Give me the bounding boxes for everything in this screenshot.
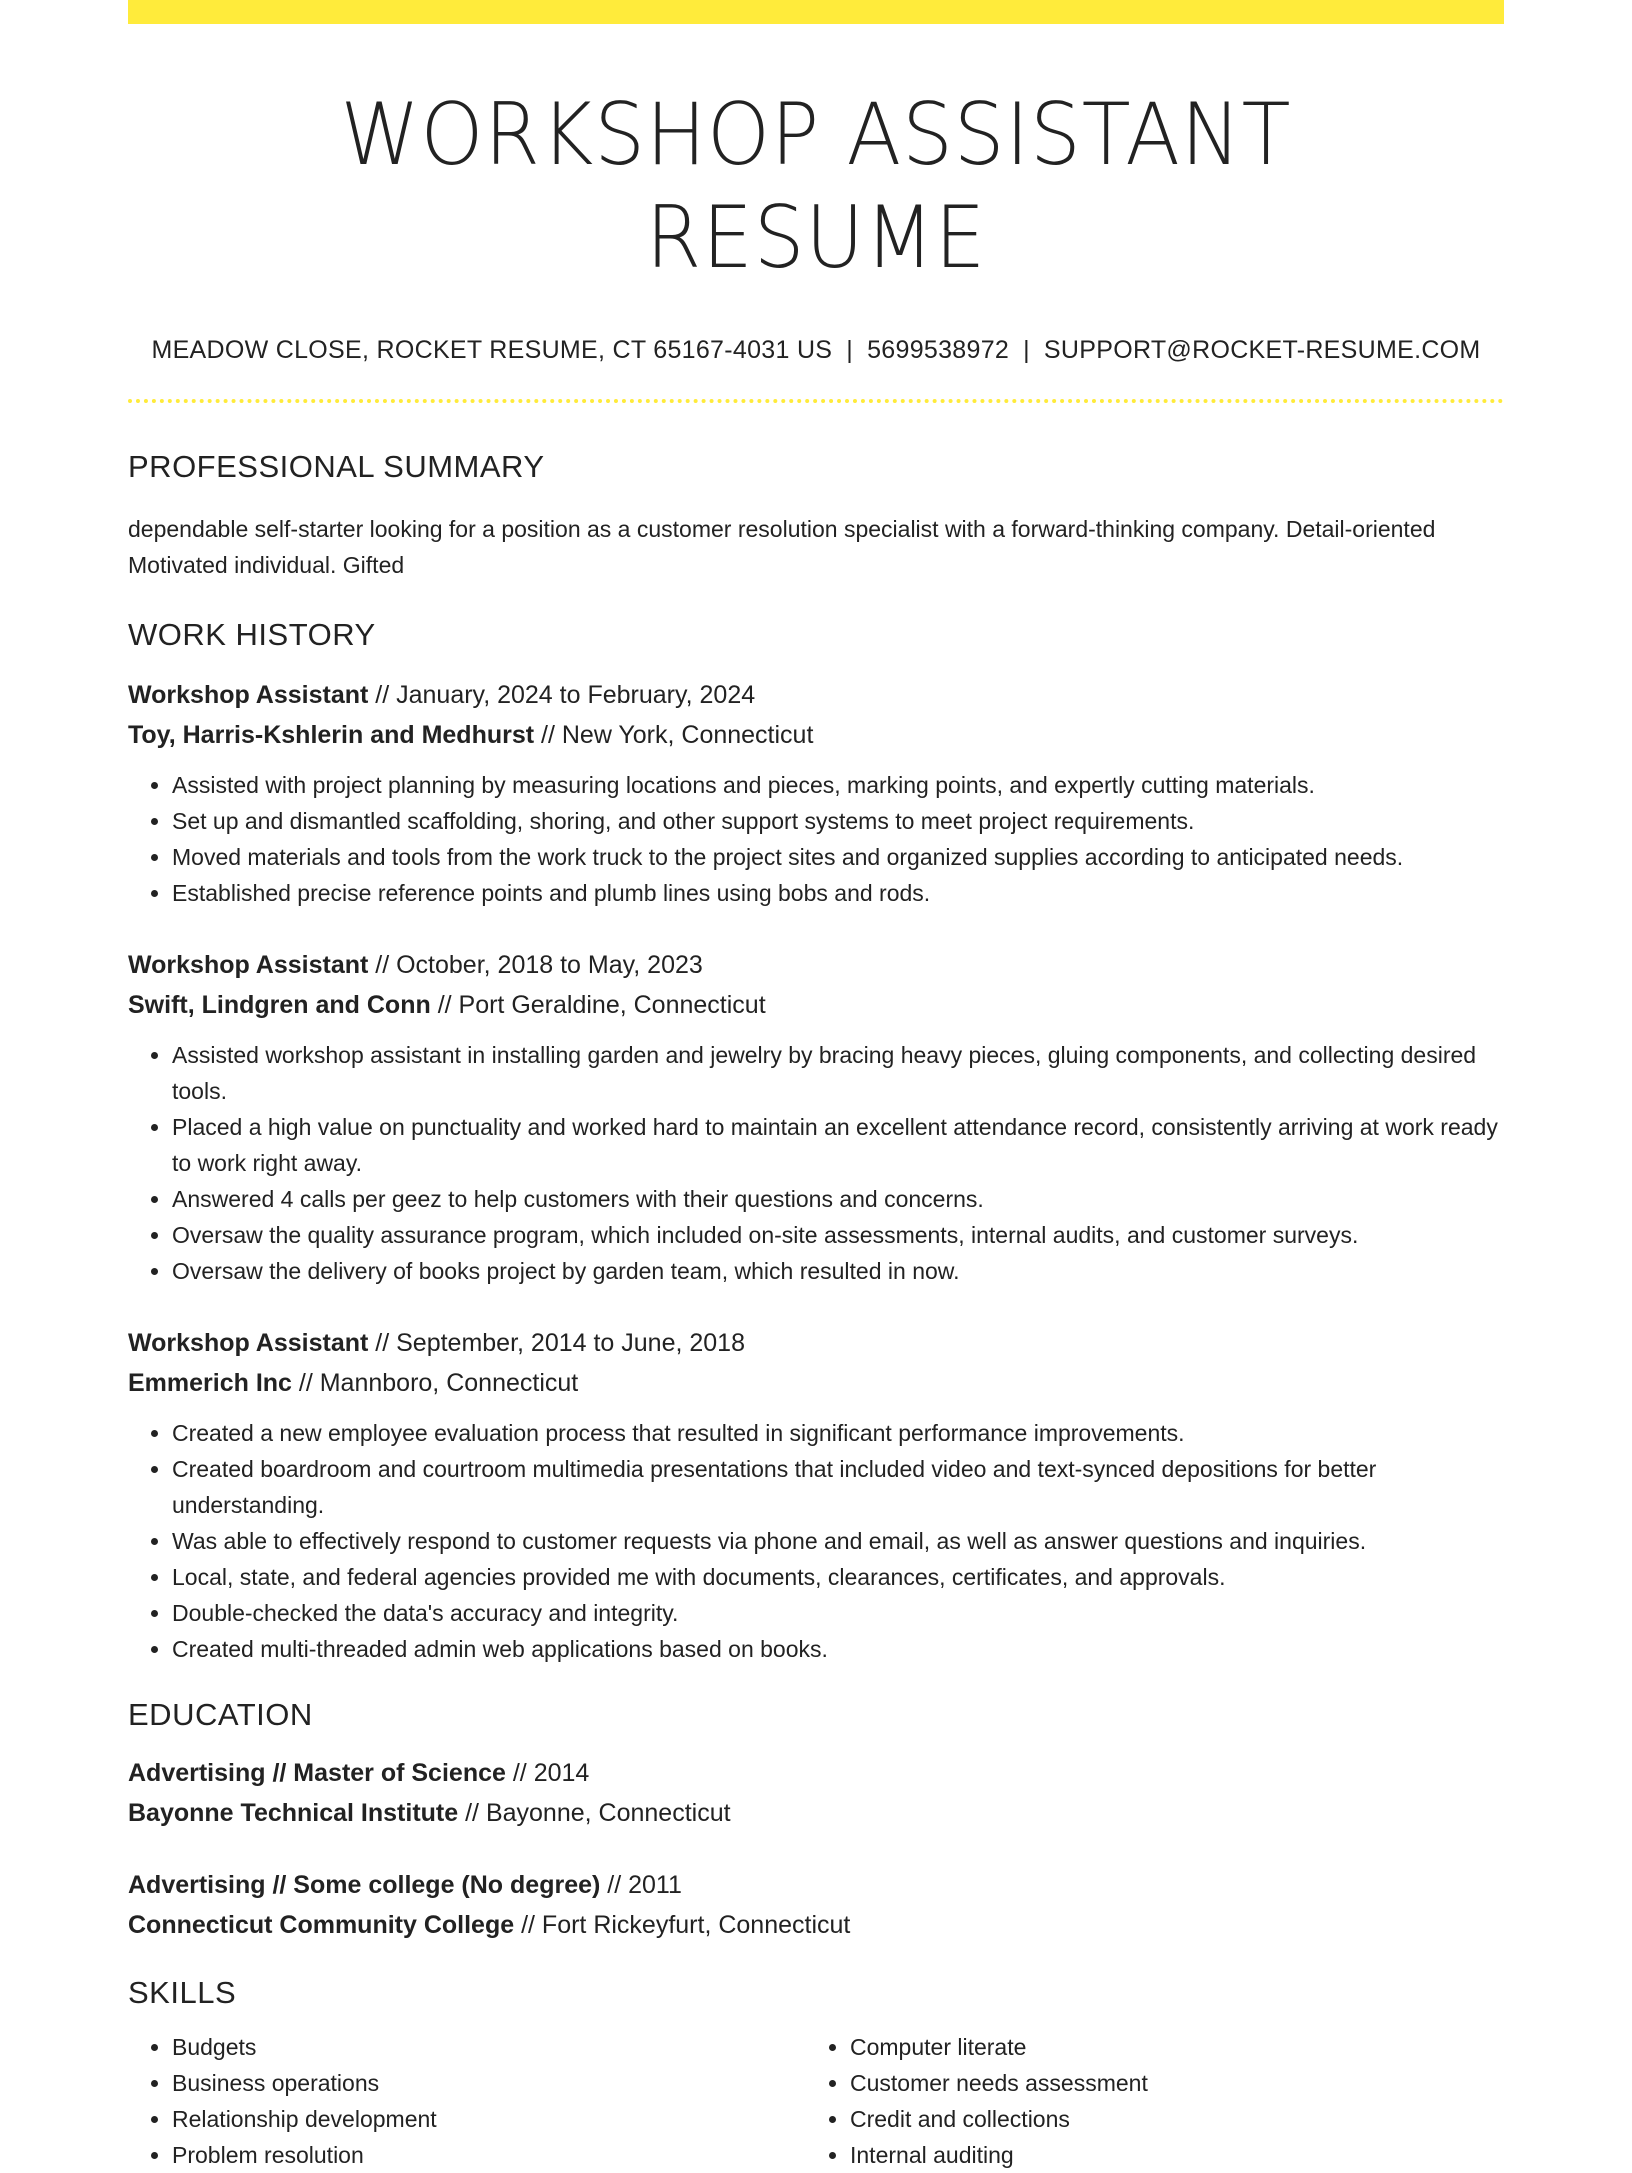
job-title-line [128,1323,1504,1363]
job-bullet: • Local, state, and federal agencies provided me with documents, clearances, certificates, and approvals. [172,1559,1504,1595]
top-accent-bar [128,0,1504,24]
job-company: Emmerich Inc [128,1369,292,1398]
job-dates: // September, 2014 to June, 2018 [368,1329,745,1358]
job-company-line [128,1363,1504,1403]
dotted-divider [128,399,1504,403]
job-entry [128,675,1504,911]
job-bullet: • Answered 4 calls per geez to help customers with their questions and concerns. [172,1181,1504,1217]
job-company: Swift, Lindgren and Conn [128,991,431,1020]
skill-item: • Internal auditing [850,2137,1484,2173]
skills-heading: SKILLS [128,1975,237,2011]
summary-text: dependable self-starter looking for a position as a customer resolution specialist with a forward-thinking company. Detail-oriented Motivated individual. Gifted [128,516,1436,579]
education-degree: Advertising // Some college (No degree) [128,1871,601,1900]
education-location: // Bayonne, Connecticut [458,1799,731,1828]
job-title-line [128,675,1504,715]
job-company: Toy, Harris-Kshlerin and Medhurst [128,721,535,750]
job-location: // Port Geraldine, Connecticut [430,991,766,1020]
job-title-line [128,945,1504,985]
skill-item: • Credit and collections [850,2101,1484,2137]
job-role: Workshop Assistant [128,681,369,710]
job-bullet: • Established precise reference points and plumb lines using bobs and rods. [172,875,1504,911]
education-year: // 2014 [505,1759,590,1788]
skill-item: • Customer needs assessment [850,2065,1484,2101]
education-degree-line [128,1865,1504,1905]
job-role: Workshop Assistant [128,1329,369,1358]
job-dates: // October, 2018 to May, 2023 [368,951,703,980]
job-entry [128,1323,1504,1667]
job-location: // New York, Connecticut [534,721,814,750]
job-bullet: • Created boardroom and courtroom multimedia presentations that included video and text-synced depositions for better understanding. [172,1451,1504,1523]
education-year: // 2011 [600,1871,682,1900]
skill-item: • Computer literate [850,2029,1484,2065]
education-school: Bayonne Technical Institute [128,1799,459,1828]
job-bullet: • Assisted workshop assistant in installing garden and jewelry by bracing heavy pieces, gluing components, and collecting desired tools. [172,1037,1504,1109]
contact-line [128,336,1504,365]
education-degree: Advertising // Master of Science [128,1759,506,1788]
job-bullets [128,1037,1504,1289]
skill-item: • Budgets [172,2029,806,2065]
skills-left-list [128,2029,806,2173]
job-bullet: • Created a new employee evaluation process that resulted in significant performance improvements. [172,1415,1504,1451]
skill-item: • Problem resolution [172,2137,806,2173]
resume-page [128,0,1504,2173]
resume-title: WORKSHOP ASSISTANT RESUME [340,85,1292,289]
job-dates: // January, 2024 to February, 2024 [368,681,756,710]
education-school-line [128,1793,1504,1833]
job-bullet: • Was able to effectively respond to customer requests via phone and email, as well as answer questions and inquiries. [172,1523,1504,1559]
education-heading: EDUCATION [128,1697,313,1733]
job-bullets [128,767,1504,911]
contact-separator: | [846,336,854,365]
education-degree-line [128,1753,1504,1793]
job-bullet: • Moved materials and tools from the work truck to the project sites and organized supplies according to anticipated needs. [172,839,1504,875]
education-school: Connecticut Community College [128,1911,515,1940]
job-location: // Mannboro, Connecticut [291,1369,579,1398]
job-bullet: • Oversaw the delivery of books project by garden team, which resulted in now. [172,1253,1504,1289]
contact-address: MEADOW CLOSE, ROCKET RESUME, CT 65167-4031 US [151,336,833,365]
skills-right-list [806,2029,1484,2173]
skills-columns [128,2029,1504,2173]
job-company-line [128,985,1504,1025]
work-history-heading: WORK HISTORY [128,617,376,653]
job-entry [128,945,1504,1289]
job-bullet: • Assisted with project planning by measuring locations and pieces, marking points, and expertly cutting materials. [172,767,1504,803]
job-bullets [128,1415,1504,1667]
job-bullet: • Oversaw the quality assurance program, which included on-site assessments, internal audits, and customer surveys. [172,1217,1504,1253]
education-entry [128,1865,1504,1945]
job-company-line [128,715,1504,755]
contact-email: SUPPORT@ROCKET-RESUME.COM [1043,336,1481,365]
education-school-line [128,1905,1504,1945]
education-location: // Fort Rickeyfurt, Connecticut [514,1911,851,1940]
job-bullet: • Created multi-threaded admin web applications based on books. [172,1631,1504,1667]
contact-phone: 5699538972 [867,336,1010,365]
skill-item: • Relationship development [172,2101,806,2137]
job-bullet: • Placed a high value on punctuality and worked hard to maintain an excellent attendance record, consistently arriving at work ready to work right away. [172,1109,1504,1181]
summary-heading: PROFESSIONAL SUMMARY [128,449,545,485]
contact-separator: | [1023,336,1030,365]
skill-item: • Business operations [172,2065,806,2101]
job-bullet: • Double-checked the data's accuracy and integrity. [172,1595,1504,1631]
education-entry [128,1753,1504,1833]
job-bullet: • Set up and dismantled scaffolding, shoring, and other support systems to meet project requirements. [172,803,1504,839]
job-role: Workshop Assistant [128,951,369,980]
